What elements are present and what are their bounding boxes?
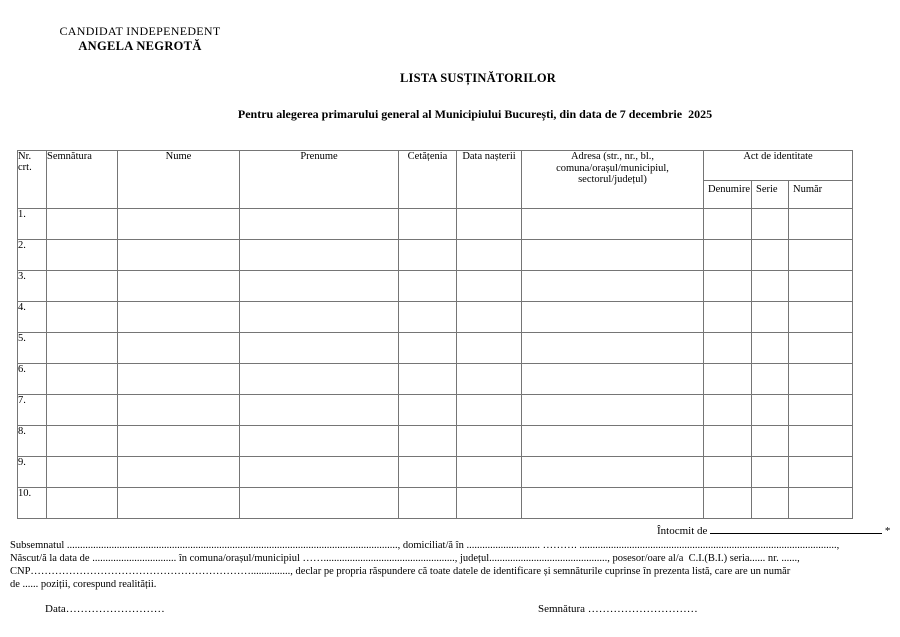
empty-cell <box>118 364 240 395</box>
empty-cell <box>118 240 240 271</box>
declaration-paragraph <box>10 539 895 591</box>
empty-cell <box>789 457 853 488</box>
table-row <box>18 302 853 333</box>
empty-cell <box>457 271 522 302</box>
empty-cell <box>704 333 752 364</box>
empty-cell <box>47 271 118 302</box>
empty-cell <box>399 457 457 488</box>
table-header-row <box>18 151 853 181</box>
row-number: 8. <box>18 426 47 457</box>
empty-cell <box>752 333 789 364</box>
empty-cell <box>240 488 399 519</box>
empty-cell <box>118 488 240 519</box>
empty-cell <box>399 302 457 333</box>
empty-cell <box>704 488 752 519</box>
empty-cell <box>789 426 853 457</box>
empty-cell <box>47 488 118 519</box>
col-header-semnatura: Semnătura <box>47 151 118 209</box>
asterisk-note: * <box>882 525 891 537</box>
table-row <box>18 333 853 364</box>
empty-cell <box>789 209 853 240</box>
empty-cell <box>752 457 789 488</box>
signature-label: Semnătura ………………………… <box>538 603 698 615</box>
candidate-name: ANGELA NEGROTĂ <box>78 39 202 53</box>
empty-cell <box>789 488 853 519</box>
empty-cell <box>399 364 457 395</box>
prepared-by-blank-line <box>710 522 882 534</box>
empty-cell <box>47 364 118 395</box>
empty-cell <box>752 364 789 395</box>
empty-cell <box>704 457 752 488</box>
empty-cell <box>399 271 457 302</box>
empty-cell <box>752 209 789 240</box>
empty-cell <box>457 240 522 271</box>
empty-cell <box>240 395 399 426</box>
empty-cell <box>240 364 399 395</box>
col-header-act-de-identitate: Act de identitate <box>704 151 853 181</box>
table-row <box>18 240 853 271</box>
empty-cell <box>47 240 118 271</box>
empty-cell <box>457 426 522 457</box>
empty-cell <box>522 333 704 364</box>
candidate-label: CANDIDAT INDEPENEDENT <box>59 24 221 38</box>
table-row <box>18 209 853 240</box>
empty-cell <box>240 240 399 271</box>
empty-cell <box>118 395 240 426</box>
empty-cell <box>47 457 118 488</box>
row-number: 3. <box>18 271 47 302</box>
empty-cell <box>240 302 399 333</box>
empty-cell <box>47 395 118 426</box>
empty-cell <box>457 457 522 488</box>
row-number: 1. <box>18 209 47 240</box>
empty-cell <box>399 488 457 519</box>
table-row <box>18 271 853 302</box>
empty-cell <box>240 333 399 364</box>
empty-cell <box>457 333 522 364</box>
declaration-line-2: Născut/ă la data de ................................ în comuna/orașul/municipiul …….................................................., județul............................................., posesor/oare al/a C.I.(B.I.) seria...... nr. ......, <box>10 553 800 564</box>
empty-cell <box>118 333 240 364</box>
col-header-nume: Nume <box>118 151 240 209</box>
empty-cell <box>522 426 704 457</box>
empty-cell <box>47 209 118 240</box>
row-number: 10. <box>18 488 47 519</box>
empty-cell <box>457 395 522 426</box>
empty-cell <box>399 240 457 271</box>
empty-cell <box>118 209 240 240</box>
row-number: 6. <box>18 364 47 395</box>
row-number: 5. <box>18 333 47 364</box>
empty-cell <box>704 426 752 457</box>
empty-cell <box>522 364 704 395</box>
empty-cell <box>752 240 789 271</box>
empty-cell <box>118 271 240 302</box>
empty-cell <box>704 209 752 240</box>
empty-cell <box>118 302 240 333</box>
col-header-numar: Număr <box>789 181 853 209</box>
empty-cell <box>240 209 399 240</box>
empty-cell <box>240 271 399 302</box>
col-header-adresa: Adresa (str., nr., bl., comuna/orașul/municipiul, sectorul/județul) <box>522 151 704 209</box>
empty-cell <box>704 364 752 395</box>
empty-cell <box>399 333 457 364</box>
empty-cell <box>522 395 704 426</box>
empty-cell <box>704 271 752 302</box>
empty-cell <box>118 426 240 457</box>
empty-cell <box>522 240 704 271</box>
declaration-line-1: Subsemnatul .............................................................................................................................., domiciliat/ă în ............................ ………. .................................................................................................., <box>10 540 840 551</box>
empty-cell <box>240 457 399 488</box>
row-number: 4. <box>18 302 47 333</box>
supporters-table <box>17 150 853 519</box>
empty-cell <box>47 426 118 457</box>
table-row <box>18 457 853 488</box>
empty-cell <box>522 302 704 333</box>
col-header-cetatenia: Cetățenia <box>399 151 457 209</box>
row-number: 9. <box>18 457 47 488</box>
empty-cell <box>240 426 399 457</box>
col-header-data-nasterii: Data nașterii <box>457 151 522 209</box>
page-subtitle: Pentru alegerea primarului general al Municipiului București, din data de 7 decembrie 2025 <box>237 107 713 121</box>
empty-cell <box>789 395 853 426</box>
declaration-line-3: CNP………………………………………………………..............., declar pe propria răspundere că toate datele de identificare și semnăturile cuprinse în prezenta listă, care are un număr <box>10 566 791 577</box>
empty-cell <box>522 488 704 519</box>
row-number: 2. <box>18 240 47 271</box>
empty-cell <box>704 395 752 426</box>
date-label: Data……………………… <box>45 603 165 615</box>
table-row <box>18 364 853 395</box>
empty-cell <box>789 271 853 302</box>
table-row <box>18 395 853 426</box>
empty-cell <box>789 302 853 333</box>
empty-cell <box>752 488 789 519</box>
empty-cell <box>789 240 853 271</box>
table-row <box>18 426 853 457</box>
prepared-by-line <box>657 522 890 537</box>
row-number: 7. <box>18 395 47 426</box>
table-row <box>18 488 853 519</box>
declaration-line-4: de ...... poziții, corespund realității. <box>10 579 157 590</box>
empty-cell <box>47 333 118 364</box>
empty-cell <box>399 426 457 457</box>
col-header-nr-crt: Nr. crt. <box>18 151 47 209</box>
empty-cell <box>522 209 704 240</box>
empty-cell <box>704 240 752 271</box>
empty-cell <box>752 395 789 426</box>
empty-cell <box>457 302 522 333</box>
col-header-serie: Serie <box>752 181 789 209</box>
col-header-prenume: Prenume <box>240 151 399 209</box>
empty-cell <box>752 426 789 457</box>
empty-cell <box>457 488 522 519</box>
empty-cell <box>752 302 789 333</box>
empty-cell <box>522 271 704 302</box>
empty-cell <box>399 209 457 240</box>
empty-cell <box>457 209 522 240</box>
empty-cell <box>752 271 789 302</box>
empty-cell <box>399 395 457 426</box>
col-header-denumire: Denumire <box>704 181 752 209</box>
candidate-header <box>55 24 225 54</box>
page-title: LISTA SUSȚINĂTORILOR <box>399 71 557 85</box>
empty-cell <box>457 364 522 395</box>
empty-cell <box>118 457 240 488</box>
empty-cell <box>522 457 704 488</box>
empty-cell <box>789 364 853 395</box>
empty-cell <box>704 302 752 333</box>
empty-cell <box>47 302 118 333</box>
empty-cell <box>789 333 853 364</box>
prepared-by-label: Întocmit de <box>657 525 711 537</box>
